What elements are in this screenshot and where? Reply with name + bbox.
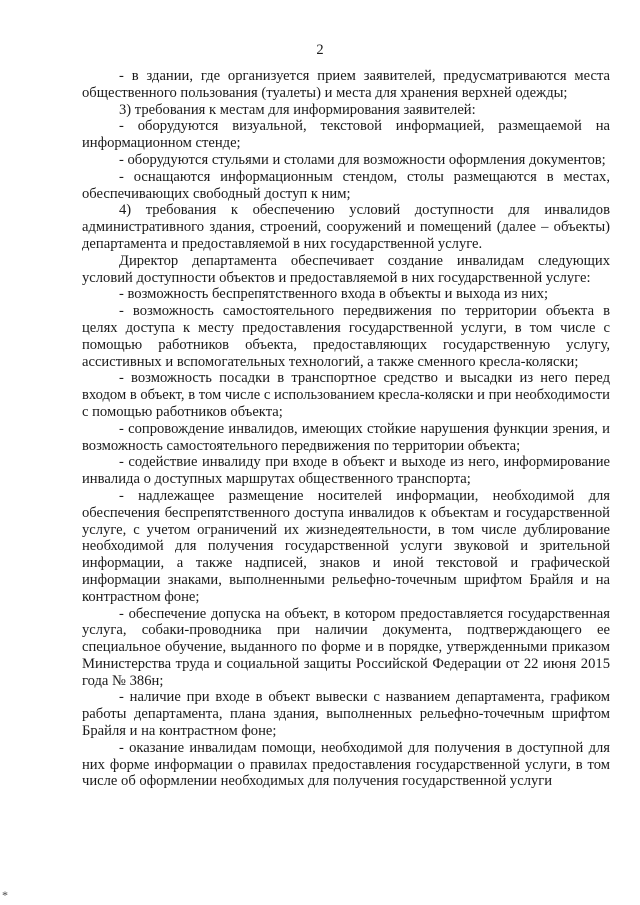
paragraph: - надлежащее размещение носителей информации, необходимой для обеспечения беспрепятственного доступа инвалидов к объектам и государственной услуге, с учетом ограничений их жизнедеятельности, в том числе дублирование необходимой для получения государственной услуги звуковой и зрительной информации, а также надписей, знаков и иной текстовой и графической информации знаками, выполненными рельефно-точечным шрифтом Брайля и на контрастном фоне; bbox=[82, 487, 610, 605]
paragraph: - в здании, где организуется прием заявителей, предусматриваются места общественного пользования (туалеты) и места для хранения верхней одежды; bbox=[82, 68, 610, 101]
paragraph: - оборудуются стульями и столами для возможности оформления документов; bbox=[119, 151, 606, 168]
paragraph: - обеспечение допуска на объект, в котором предоставляется государственная услуга, собаки-проводника при наличии документа, подтверждающего ее специальное обучение, выданного по форме и в порядке, утвержденными приказом Министерства труда и социальной защиты Российской Федерации от 22 июня 2015 года № 386н; bbox=[82, 605, 610, 689]
document-body bbox=[82, 68, 610, 790]
paragraph: - возможность самостоятельного передвижения по территории объекта в целях доступа к месту предоставления государственной услуги, в том числе с помощью работников объекта, предоставляющих государственную услугу, ассистивных и вспомогательных технологий, а также сменного кресла-коляски; bbox=[82, 303, 610, 370]
paragraph: Директор департамента обеспечивает создание инвалидам следующих условий доступности объектов и предоставляемой в них государственной услуге: bbox=[82, 252, 610, 286]
paragraph: - возможность посадки в транспортное средство и высадки из него перед входом в объект, в том числе с использованием кресла-коляски и при необходимости с помощью работников объекта; bbox=[82, 370, 610, 420]
paragraph: - содействие инвалиду при входе в объект и выходе из него, информирование инвалида о доступных маршрутах общественного транспорта; bbox=[82, 454, 610, 488]
paragraph: - сопровождение инвалидов, имеющих стойкие нарушения функции зрения, и возможность самостоятельного передвижения по территории объекта; bbox=[82, 420, 610, 454]
paragraph: 3) требования к местам для информирования заявителей: bbox=[119, 101, 476, 118]
margin-mark: * bbox=[2, 888, 8, 902]
paragraph: 4) требования к обеспечению условий доступности для инвалидов административного здания, строений, сооружений и помещений (далее – объекты) департамента и предоставляемой в них государственной услуге. bbox=[82, 202, 610, 252]
paragraph: - оснащаются информационным стендом, столы размещаются в местах, обеспечивающих свободный доступ к ним; bbox=[82, 168, 610, 202]
paragraph: - оказание инвалидам помощи, необходимой для получения в доступной для них форме информации о правилах предоставления государственной услуги, в том числе об оформлении необходимых для получения государственной услуги bbox=[82, 739, 610, 790]
page-number: 2 bbox=[316, 42, 324, 58]
paragraph: - наличие при входе в объект вывески с названием департамента, графиком работы департамента, плана здания, выполненных рельефно-точечным шрифтом Брайля и на контрастном фоне; bbox=[82, 689, 610, 740]
paragraph: - возможность беспрепятственного входа в объекты и выхода из них; bbox=[119, 286, 549, 303]
paragraph: - оборудуются визуальной, текстовой информацией, размещаемой на информационном стенде; bbox=[82, 118, 610, 152]
